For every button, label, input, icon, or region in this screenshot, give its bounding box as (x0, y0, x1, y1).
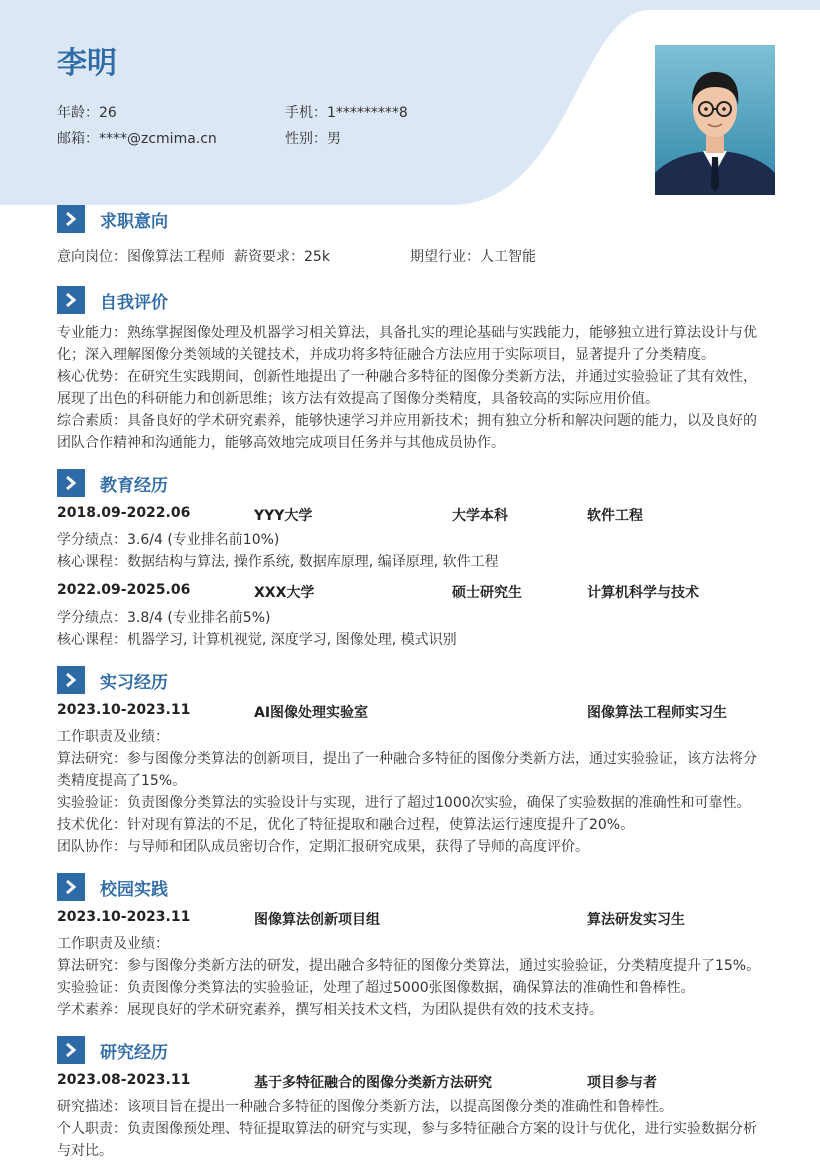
education-degree: 大学本科 (452, 508, 508, 524)
campus-role: 算法研发实习生 (587, 912, 685, 928)
internship-period: 2023.10-2023.11 (57, 702, 191, 718)
section-title: 实习经历 (100, 672, 168, 693)
research-header (57, 1072, 769, 1094)
chevron-right-icon (57, 1036, 85, 1064)
chevron-right-icon (57, 873, 85, 901)
education-degree: 硕士研究生 (452, 585, 522, 601)
internship-line: 团队协作：与导师和团队成员密切合作，定期汇报研究成果，获得了导师的高度评价。 (57, 839, 589, 855)
section-header-internship (57, 666, 168, 694)
profile-photo (655, 45, 775, 195)
chevron-right-icon (57, 469, 85, 497)
self-eval-paragraph: 专业能力：熟练掌握图像处理及机器学习相关算法，具备扎实的理论基础与实践能力，能够独立进行算法设计与优化；深入理解图像分类领域的关键技术，并成功将多特征融合方法应用于实际项目，显著提升了分类精度。 (57, 325, 757, 363)
email-info: 邮箱：****@zcmima.cn (57, 131, 217, 147)
section-header-campus (57, 873, 168, 901)
campus-line: 算法研究：参与图像分类新方法的研发，提出融合多特征的图像分类算法，通过实验验证，分类精度提升了15%。 (57, 958, 761, 974)
internship-line: 技术优化：针对现有算法的不足，优化了特征提取和融合过程，使算法运行速度提升了20%。 (57, 817, 635, 833)
research-project: 基于多特征融合的图像分类新方法研究 (254, 1075, 492, 1091)
internship-org: AI图像处理实验室 (254, 705, 369, 721)
section-header-self-eval (57, 286, 168, 314)
campus-period: 2023.10-2023.11 (57, 909, 191, 925)
chevron-right-icon (57, 205, 85, 233)
internship-role: 图像算法工程师实习生 (587, 705, 727, 721)
education-school: YYY大学 (254, 508, 313, 524)
education-major: 软件工程 (587, 508, 643, 524)
section-header-education (57, 469, 168, 497)
education-gpa: 学分绩点：3.8/4 (专业排名前5%) (57, 610, 271, 626)
education-period: 2018.09-2022.06 (57, 505, 191, 521)
intent-industry: 期望行业：人工智能 (410, 249, 536, 265)
campus-line: 工作职责及业绩： (57, 936, 169, 952)
research-line: 研究描述：该项目旨在提出一种融合多特征的图像分类新方法，以提高图像分类的准确性和鲁棒性。 (57, 1099, 673, 1115)
internship-line: 实验验证：负责图像分类算法的实验设计与实现，进行了超过1000次实验，确保了实验数据的准确性和可靠性。 (57, 795, 751, 811)
campus-line: 实验验证：负责图像分类算法的实验验证，处理了超过5000张图像数据，确保算法的准确性和鲁棒性。 (57, 980, 695, 996)
research-line: 个人职责：负责图像预处理、特征提取算法的研究与实现，参与多特征融合方案的设计与优化，进行实验数据分析与对比。 (57, 1121, 757, 1159)
internship-line: 算法研究：参与图像分类算法的创新项目，提出了一种融合多特征的图像分类新方法，通过实验验证，该方法将分类精度提高了15%。 (57, 751, 757, 789)
section-title: 求职意向 (100, 211, 168, 232)
education-courses: 核心课程：机器学习, 计算机视觉, 深度学习, 图像处理, 模式识别 (57, 632, 457, 648)
education-gpa: 学分绩点：3.6/4 (专业排名前10%) (57, 532, 280, 548)
section-header-intent (57, 205, 168, 233)
section-title: 自我评价 (100, 292, 168, 313)
education-major: 计算机科学与技术 (587, 585, 699, 601)
research-period: 2023.08-2023.11 (57, 1072, 191, 1088)
intent-salary: 薪资要求：25k (234, 249, 330, 265)
age-info: 年龄：26 (57, 105, 117, 121)
chevron-right-icon (57, 666, 85, 694)
phone-info: 手机：1*********8 (285, 105, 408, 121)
gender-info: 性别：男 (285, 131, 341, 147)
research-role: 项目参与者 (587, 1075, 657, 1091)
intent-position: 意向岗位：图像算法工程师 (57, 249, 225, 265)
section-title: 校园实践 (100, 879, 168, 900)
education-period: 2022.09-2025.06 (57, 582, 191, 598)
self-eval-paragraph: 综合素质：具备良好的学术研究素养，能够快速学习并应用新技术；拥有独立分析和解决问题的能力，以及良好的团队合作精神和沟通能力，能够高效地完成项目任务并与其他成员协作。 (57, 413, 757, 451)
section-title: 研究经历 (100, 1042, 168, 1063)
campus-line: 学术素养：展现良好的学术研究素养，撰写相关技术文档，为团队提供有效的技术支持。 (57, 1002, 603, 1018)
section-title: 教育经历 (100, 475, 168, 496)
campus-header (57, 909, 769, 931)
section-header-research (57, 1036, 168, 1064)
candidate-name: 李明 (57, 46, 117, 81)
education-entry-header (57, 505, 769, 527)
education-school: XXX大学 (254, 585, 315, 601)
education-courses: 核心课程：数据结构与算法, 操作系统, 数据库原理, 编译原理, 软件工程 (57, 554, 499, 570)
chevron-right-icon (57, 286, 85, 314)
campus-org: 图像算法创新项目组 (254, 912, 380, 928)
self-eval-paragraph: 核心优势：在研究生实践期间，创新性地提出了一种融合多特征的图像分类新方法，并通过实验验证了其有效性，展现了出色的科研能力和创新思维；该方法有效提高了图像分类精度，具备较高的实际应用价值。 (57, 369, 757, 407)
internship-header (57, 702, 769, 724)
internship-line: 工作职责及业绩： (57, 729, 169, 745)
education-entry-header (57, 582, 769, 604)
